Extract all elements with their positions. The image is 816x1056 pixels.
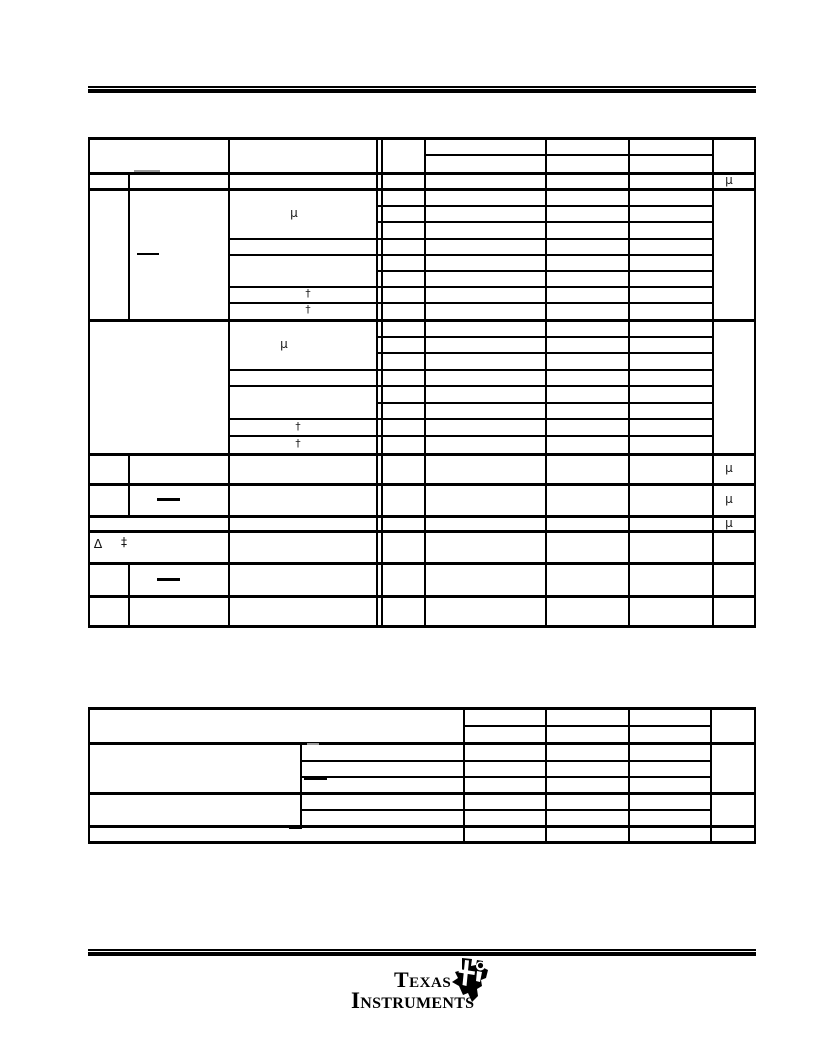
table-grid-line-v [545,137,547,627]
table-grid-line-h [376,221,712,223]
table-grid-line-h [463,725,710,727]
table-grid-line-h [228,385,712,387]
table-grid-line-h [88,625,756,628]
table-grid-line-v [463,707,465,843]
table-grid-line-h [424,154,712,156]
table-grid-line-v [628,707,630,843]
logo-texas-text: Texas [394,967,452,992]
dagger-symbol: † [305,304,311,317]
redacted-text-overbar [134,170,160,172]
table-grid-line-v [376,137,378,627]
table-grid-line-h [88,319,756,322]
micro-symbol: μ [725,173,733,187]
table-grid-line-h [88,515,756,518]
table-grid-line-v [381,137,383,627]
logo-instruments-text: Instruments [351,988,475,1013]
table-grid-line-h [376,402,712,404]
table-grid-line-v [545,707,547,843]
table-grid-line-v [710,707,712,843]
table-grid-line-h [88,483,756,486]
table-grid-line-h [300,776,710,778]
table-grid-line-v [88,707,90,843]
table-grid-line-v [128,172,130,321]
delta-symbol: Δ [93,535,103,551]
table-grid-line-v [754,707,756,843]
table-grid-line-h [88,707,756,710]
double-dagger-symbol: ‡ [121,535,127,549]
redacted-text-overbar [304,777,327,780]
table-grid-line-h [88,562,756,565]
table-grid-line-h [88,792,756,795]
micro-symbol: μ [725,461,733,475]
table-grid-line-h [88,137,756,140]
table-grid-line-h [88,453,756,456]
redacted-text-overbar [307,743,319,745]
table-grid-line-h [376,270,712,272]
table-grid-line-h [88,841,756,844]
table-grid-line-h [88,188,756,191]
table-grid-line-h [228,238,712,240]
table-grid-line-h [88,172,756,175]
table-grid-line-v [712,137,714,627]
dagger-symbol: † [295,438,301,451]
redacted-text-overbar [289,827,302,830]
table-grid-line-h [376,336,712,338]
table-grid-line-h [300,809,710,811]
table-grid-line-h [228,369,712,371]
table-grid-line-v [424,137,426,627]
table-grid-line-v [300,742,302,828]
dagger-symbol: † [295,420,301,433]
table-grid-line-h [88,742,756,745]
micro-symbol: μ [725,515,733,530]
table-grid-line-h [376,205,712,207]
table-grid-line-h [88,825,756,828]
table-grid-line-h [228,254,712,256]
table-grid-line-v [628,137,630,627]
table-grid-line-h [376,352,712,354]
redacted-text-overbar [157,498,180,501]
table-grid-line-h [88,595,756,598]
dagger-symbol: † [305,287,311,300]
micro-symbol: μ [725,492,733,506]
redacted-text-overbar [157,578,180,581]
table-grid-line-v [754,137,756,627]
table-grid-line-h [300,760,710,762]
micro-symbol: μ [290,205,298,220]
table-grid-line-v [88,137,90,627]
redacted-text-overbar [137,253,159,256]
micro-symbol: μ [280,336,288,351]
table-grid-line-h [88,530,756,533]
